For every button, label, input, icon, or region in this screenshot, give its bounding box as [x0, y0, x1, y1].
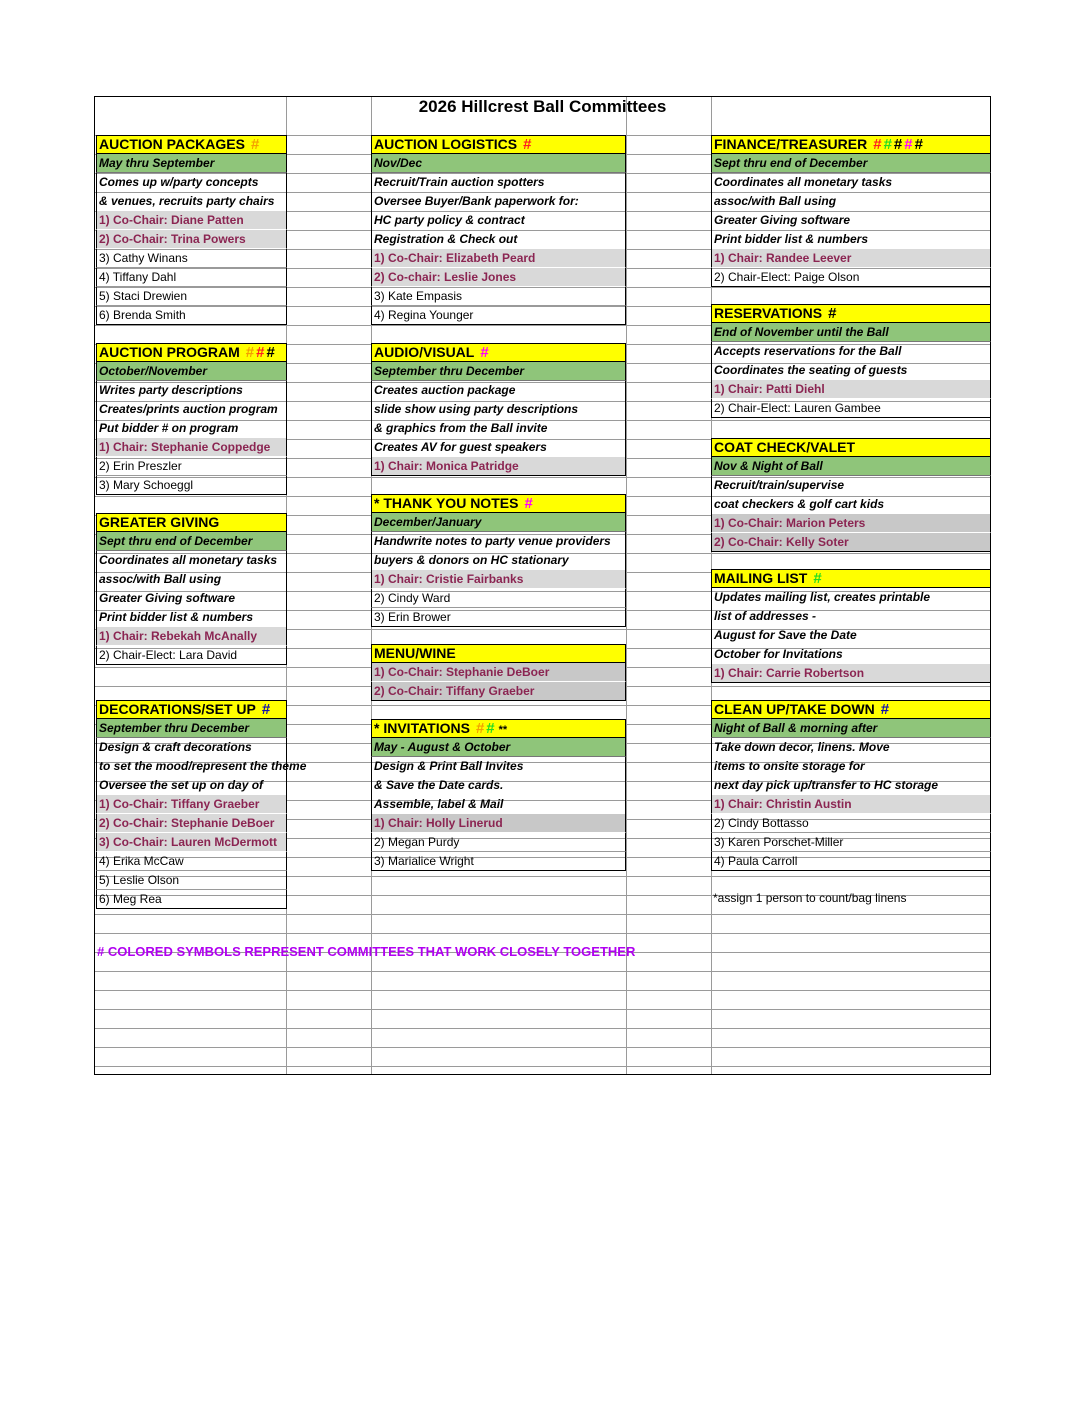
committee-description-line: assoc/with Ball using: [711, 192, 991, 211]
link-symbol: #: [904, 136, 913, 153]
committee-auction-logistics: [371, 135, 626, 325]
committee-description-line: Design & craft decorations: [96, 738, 287, 757]
link-symbol: #: [893, 136, 903, 153]
committee-description-line: HC party policy & contract: [371, 211, 626, 230]
committee-member: 2) Cindy Ward: [371, 589, 626, 608]
committee-header: [371, 644, 626, 663]
committee-description-line: Creates AV for guest speakers: [371, 438, 626, 457]
committee-member: 4) Regina Younger: [371, 306, 626, 325]
link-symbol: #: [486, 720, 495, 737]
grid-row-line: [95, 914, 990, 915]
committee-auction-packages: [96, 135, 287, 325]
committee-header: [711, 135, 991, 154]
committee-dates: Nov & Night of Ball: [711, 457, 991, 476]
link-symbol: #: [245, 344, 255, 361]
committee-chair: 1) Co-Chair: Tiffany Graeber: [96, 795, 287, 814]
page-title: 2026 Hillcrest Ball Committees: [418, 97, 667, 116]
committee-description-line: August for Save the Date: [711, 626, 991, 645]
committee-member: 3) Erin Brower: [371, 608, 626, 627]
committee-description-line: Registration & Check out: [371, 230, 626, 249]
committee-description-line: & Save the Date cards.: [371, 776, 626, 795]
committee-member: 2) Megan Purdy: [371, 833, 626, 852]
committee-header: [96, 513, 287, 532]
committee-description-line: Assemble, label & Mail: [371, 795, 626, 814]
committee-description-line: Oversee Buyer/Bank paperwork for:: [371, 192, 626, 211]
committee-title: AUCTION PROGRAM: [99, 344, 240, 360]
committee-description-line: Comes up w/party concepts: [96, 173, 287, 192]
committee-member: 4) Erika McCaw: [96, 852, 287, 871]
legend-note: # COLORED SYMBOLS REPRESENT COMMITTEES THAT WORK CLOSELY TOGETHER: [97, 944, 636, 959]
committee-member: 2) Chair-Elect: Lara David: [96, 646, 287, 665]
committee-header: [371, 343, 626, 362]
committee-dates: Sept thru end of December: [711, 154, 991, 173]
grid-row-line: [95, 1028, 990, 1029]
committee-description-line: Design & Print Ball Invites: [371, 757, 626, 776]
committee-description-line: Updates mailing list, creates printable: [711, 588, 991, 607]
committee-description-line: coat checkers & golf cart kids: [711, 495, 991, 514]
committee-chair: 1) Chair: Randee Leever: [711, 249, 991, 268]
committee-dates: Night of Ball & morning after: [711, 719, 991, 738]
committee-title: MENU/WINE: [374, 645, 456, 661]
committee-dates: End of November until the Ball: [711, 323, 991, 342]
committee-invitations: [371, 719, 626, 871]
link-symbol: #: [480, 344, 489, 361]
committee-description-line: Writes party descriptions: [96, 381, 287, 400]
committee-member: 3) Marialice Wright: [371, 852, 626, 871]
committee-member: 2) Chair-Elect: Paige Olson: [711, 268, 991, 287]
committee-description-line: Recruit/train/supervise: [711, 476, 991, 495]
link-symbol: #: [914, 136, 923, 153]
committee-description-line: Greater Giving software: [96, 589, 287, 608]
committee-description-line: Print bidder list & numbers: [96, 608, 287, 627]
committee-cleanup: [711, 700, 991, 871]
link-symbol: #: [880, 701, 890, 718]
committee-description-line: items to onsite storage for: [711, 757, 991, 776]
committee-chair: 1) Chair: Cristie Fairbanks: [371, 570, 626, 589]
committee-decorations: [96, 700, 307, 909]
committee-dates: Nov/Dec: [371, 154, 626, 173]
committee-title: AUDIO/VISUAL: [374, 344, 475, 360]
committee-chair: 1) Chair: Stephanie Coppedge: [96, 438, 287, 457]
committee-member: 2) Erin Preszler: [96, 457, 287, 476]
committee-dates: September thru December: [371, 362, 626, 381]
committee-chair: 1) Co-Chair: Elizabeth Peard: [371, 249, 626, 268]
committee-dates: December/January: [371, 513, 626, 532]
committee-member: 3) Karen Porschet-Miller: [711, 833, 991, 852]
committee-header: [711, 700, 991, 719]
link-symbol: #: [475, 720, 485, 737]
committee-description-line: Accepts reservations for the Ball: [711, 342, 991, 361]
committee-member: 3) Mary Schoeggl: [96, 476, 287, 495]
committee-member: 3) Cathy Winans: [96, 249, 287, 268]
grid-row-line: [95, 971, 990, 972]
grid-row-line: [95, 1009, 990, 1010]
committee-dates: September thru December: [96, 719, 287, 738]
committee-chair: 1) Co-Chair: Diane Patten: [96, 211, 287, 230]
committee-description-line: Put bidder # on program: [96, 419, 287, 438]
link-symbol: #: [873, 136, 882, 153]
committee-member: 6) Brenda Smith: [96, 306, 287, 325]
committee-description-line: & venues, recruits party chairs: [96, 192, 287, 211]
committee-title: MAILING LIST: [714, 570, 808, 586]
committee-audio-visual: [371, 343, 626, 476]
link-symbol: #: [261, 701, 271, 718]
committee-greater-giving: [96, 513, 287, 665]
committee-title: CLEAN UP/TAKE DOWN: [714, 701, 875, 717]
grid-row-line: [95, 933, 990, 934]
link-symbol: #: [266, 344, 275, 361]
committee-member: 6) Meg Rea: [96, 890, 287, 909]
committee-title: * INVITATIONS: [374, 720, 470, 736]
grid-row-line: [95, 990, 990, 991]
committee-chair: 2) Co-Chair: Trina Powers: [96, 230, 287, 249]
committee-description-line: to set the mood/represent the theme: [96, 757, 287, 776]
committee-description-line: assoc/with Ball using: [96, 570, 287, 589]
link-symbol: #: [813, 570, 822, 587]
committee-chair: 1) Chair: Christin Austin: [711, 795, 991, 814]
cleanup-footnote: *assign 1 person to count/bag linens: [713, 891, 907, 905]
grid-row-line: [95, 1066, 990, 1067]
committee-description-line: Coordinates all monetary tasks: [711, 173, 991, 192]
committee-member: 2) Chair-Elect: Lauren Gambee: [711, 399, 991, 418]
committee-chair: 1) Chair: Carrie Robertson: [711, 664, 991, 683]
committee-title: GREATER GIVING: [99, 514, 220, 530]
committee-title: * THANK YOU NOTES: [374, 495, 519, 511]
committee-header: [711, 438, 991, 457]
committee-title: AUCTION PACKAGES: [99, 136, 245, 152]
committee-member: 2) Cindy Bottasso: [711, 814, 991, 833]
committee-chair: 2) Co-chair: Leslie Jones: [371, 268, 626, 287]
committee-description-line: October for Invitations: [711, 645, 991, 664]
link-symbol: #: [828, 305, 837, 322]
committee-description-line: next day pick up/transfer to HC storage: [711, 776, 991, 795]
link-symbol: #: [883, 136, 892, 153]
committee-header: [711, 304, 991, 323]
committee-description-line: list of addresses -: [711, 607, 991, 626]
committee-member: 4) Tiffany Dahl: [96, 268, 287, 287]
committee-description-line: Coordinates the seating of guests: [711, 361, 991, 380]
committee-coat-check: [711, 438, 991, 552]
committee-header: [711, 569, 991, 588]
committee-finance: [711, 135, 991, 287]
committee-mailing: [711, 569, 991, 683]
suffix-mark: **: [498, 724, 508, 736]
committee-chair: 2) Co-Chair: Kelly Soter: [711, 533, 991, 552]
grid-row-line: [95, 1047, 990, 1048]
committee-description-line: Print bidder list & numbers: [711, 230, 991, 249]
committee-header: [371, 494, 626, 513]
committee-description-line: Creates/prints auction program: [96, 400, 287, 419]
committee-chair: 2) Co-Chair: Stephanie DeBoer: [96, 814, 287, 833]
committee-dates: Sept thru end of December: [96, 532, 287, 551]
committee-chair: 1) Co-Chair: Marion Peters: [711, 514, 991, 533]
committee-header: [96, 700, 287, 719]
committee-description-line: buyers & donors on HC stationary: [371, 551, 626, 570]
committee-chair: 1) Chair: Holly Linerud: [371, 814, 626, 833]
committee-description-line: Recruit/Train auction spotters: [371, 173, 626, 192]
committee-member: 4) Paula Carroll: [711, 852, 991, 871]
committee-title: AUCTION LOGISTICS: [374, 136, 518, 152]
committee-thank-you: [371, 494, 626, 627]
link-symbol: #: [250, 136, 260, 153]
committee-chair: 1) Chair: Patti Diehl: [711, 380, 991, 399]
committee-description-line: & graphics from the Ball invite: [371, 419, 626, 438]
committee-dates: May - August & October: [371, 738, 626, 757]
committee-dates: October/November: [96, 362, 287, 381]
committee-description-line: slide show using party descriptions: [371, 400, 626, 419]
committee-title: DECORATIONS/SET UP: [99, 701, 256, 717]
committee-member: 5) Staci Drewien: [96, 287, 287, 306]
committee-description-line: Coordinates all monetary tasks: [96, 551, 287, 570]
committee-sheet: [94, 96, 991, 1075]
link-symbol: #: [523, 136, 532, 153]
grid-column-line: [626, 97, 627, 1074]
committee-description-line: Handwrite notes to party venue providers: [371, 532, 626, 551]
committee-header: [96, 343, 287, 362]
committee-reservations: [711, 304, 991, 418]
committee-header: [371, 135, 626, 154]
committee-chair: 1) Chair: Rebekah McAnally: [96, 627, 287, 646]
link-symbol: #: [256, 344, 265, 361]
committee-chair: 1) Co-Chair: Stephanie DeBoer: [371, 663, 626, 682]
committee-auction-program: [96, 343, 287, 495]
committee-chair: 3) Co-Chair: Lauren McDermott: [96, 833, 287, 852]
committee-title: RESERVATIONS: [714, 305, 823, 321]
committee-member: 3) Kate Empasis: [371, 287, 626, 306]
committee-description-line: Greater Giving software: [711, 211, 991, 230]
committee-chair: 1) Chair: Monica Patridge: [371, 457, 626, 476]
committee-title: FINANCE/TREASURER: [714, 136, 868, 152]
committee-member: 5) Leslie Olson: [96, 871, 287, 890]
committee-description-line: Oversee the set up on day of: [96, 776, 287, 795]
committee-description-line: Take down decor, linens. Move: [711, 738, 991, 757]
committee-header: [96, 135, 287, 154]
committee-chair: 2) Co-Chair: Tiffany Graeber: [371, 682, 626, 701]
committee-menu-wine: [371, 644, 626, 701]
committee-dates: May thru September: [96, 154, 287, 173]
committee-header: [371, 719, 626, 738]
committee-description-line: Creates auction package: [371, 381, 626, 400]
link-symbol: #: [524, 495, 533, 512]
committee-title: COAT CHECK/VALET: [714, 439, 856, 455]
